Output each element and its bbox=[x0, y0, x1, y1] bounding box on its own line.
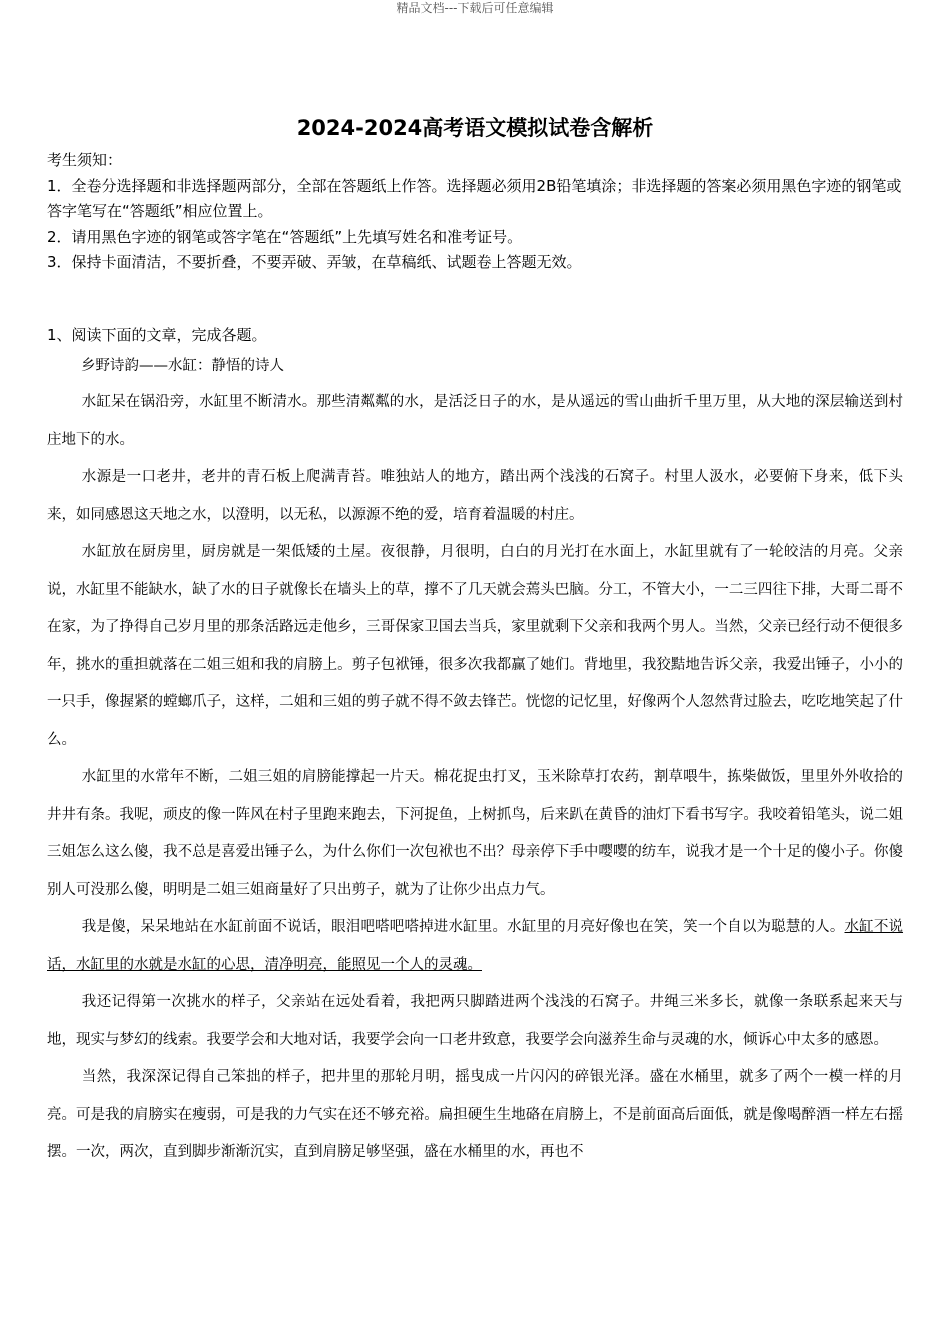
notice-item-1: 1．全卷分选择题和非选择题两部分，全部在答题纸上作答。选择题必须用2B铅笔填涂；非选择题的答案必须用黑色字迹的钢笔或答字笔写在“答题纸”相应位置上。 bbox=[47, 176, 902, 220]
page-title: 2024-2024高考语文模拟试卷含解析 bbox=[296, 116, 654, 140]
article-paragraph-6: 我还记得第一次挑水的样子，父亲站在远处看着，我把两只脚踏进两个浅浅的石窝子。井绳三米多长，就像一条联系起来天与地，现实与梦幻的线索。我要学会和大地对话，我要学会向一口老井致意，我要学会向滋养生命与灵魂的水，倾诉心中太多的感恩。 bbox=[47, 994, 903, 1048]
article-paragraph-2: 水源是一口老井，老井的青石板上爬满青苔。唯独站人的地方，踏出两个浅浅的石窝子。村里人汲水，必要俯下身来，低下头来，如同感恩这天地之水，以澄明，以无私，以源源不绝的爱，培育着温暖的村庄。 bbox=[47, 469, 903, 523]
article-title: 乡野诗韵——水缸：静悟的诗人 bbox=[81, 358, 284, 374]
article-paragraph-1: 水缸呆在锅沿旁，水缸里不断清水。那些清粼粼的水，是活泛日子的水，是从遥远的雪山曲折千里万里，从大地的深层输送到村庄地下的水。 bbox=[47, 394, 903, 448]
paragraph-5-text: 我是傻，呆呆地站在水缸前面不说话，眼泪吧嗒吧嗒掉进水缸里。水缸里的月亮好像也在笑，笑一个自以为聪慧的人。 bbox=[81, 919, 845, 935]
underlined-sentence: 水缸不说话，水缸里的水就是水缸的心思，清净明亮，能照见一个人的灵魂。 bbox=[47, 919, 904, 973]
article-paragraph-5 bbox=[47, 909, 903, 984]
article-paragraph-4: 水缸里的水常年不断，二姐三姐的肩膀能撑起一片天。棉花捉虫打叉，玉米除草打农药，割草喂牛，拣柴做饭，里里外外收拾的井井有条。我呢，顽皮的像一阵风在村子里跑来跑去，下河捉鱼，上树抓鸟，后来趴在黄昏的油灯下看书写字。我咬着铅笔头，说二姐三姐怎么这么傻，我不总是喜爱出锤子么，为什么你们一次包袱也不出？母亲停下手中嘤嘤的纺车，说我才是一个十足的傻小子。你傻别人可没那么傻，明明是二姐三姐商量好了只出剪子，就为了让你少出点力气。 bbox=[47, 769, 903, 898]
header-note: 精品文档---下载后可任意编辑 bbox=[396, 1, 554, 15]
notice-item-2: 2．请用黑色字迹的钢笔或答字笔在“答题纸”上先填写姓名和准考证号。 bbox=[47, 227, 523, 246]
article-paragraph-7: 当然，我深深记得自己笨拙的样子，把井里的那轮月明，摇曳成一片闪闪的碎银光泽。盛在水桶里，就多了两个一模一样的月亮。可是我的肩膀实在瘦弱，可是我的力气实在还不够充裕。扁担硬生生地硌在肩膀上，不是前面高后面低，就是像喝醉酒一样左右摇摆。一次，两次，直到脚步渐渐沉实，直到肩膀足够坚强，盛在水桶里的水，再也不 bbox=[47, 1069, 903, 1160]
question-stem: 1、阅读下面的文章，完成各题。 bbox=[47, 326, 267, 344]
exam-notice bbox=[47, 148, 907, 276]
article-body bbox=[47, 384, 903, 1172]
notice-item-3: 3．保持卡面清洁，不要折叠，不要弄破、弄皱，在草稿纸、试题卷上答题无效。 bbox=[47, 253, 582, 271]
article-paragraph-3: 水缸放在厨房里，厨房就是一架低矮的土屋。夜很静，月很明，白白的月光打在水面上，水缸里就有了一轮皎洁的月亮。父亲说，水缸里不能缺水，缺了水的日子就像长在墙头上的草，撑不了几天就会蔫头巴脑。分工，不管大小，一二三四往下排，大哥二哥不在家，为了挣得自己岁月里的那条活路远走他乡，三哥保家卫国去当兵，家里就剩下父亲和我两个男人。当然，父亲已经行动不便很多年，挑水的重担就落在二姐三姐和我的肩膀上。剪子包袱锤，很多次我都赢了她们。背地里，我狡黠地告诉父亲，我爱出锤子，小小的一只手，像握紧的螳螂爪子，这样，二姐和三姐的剪子就不得不敛去锋芒。恍惚的记忆里，好像两个人忽然背过脸去，吃吃地笑起了什么。 bbox=[47, 544, 903, 748]
notice-heading: 考生须知： bbox=[47, 151, 123, 169]
